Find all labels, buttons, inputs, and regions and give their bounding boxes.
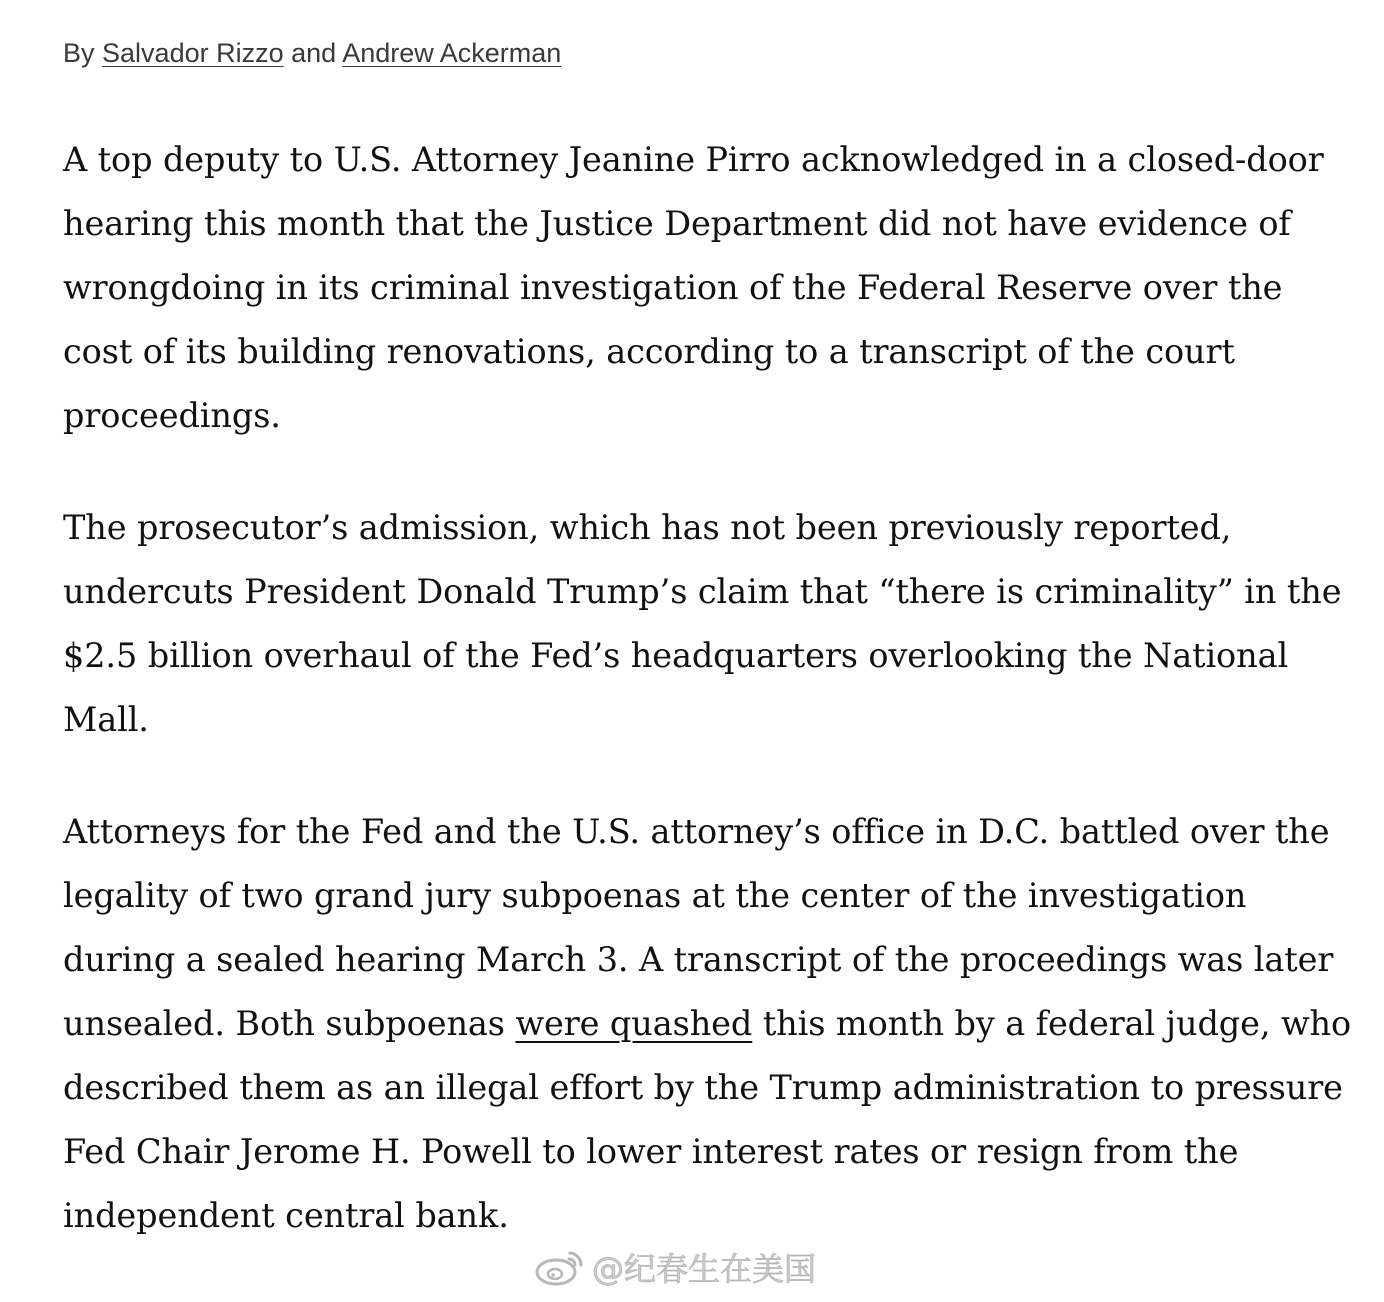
paragraph-3 <box>63 800 1353 1248</box>
byline-conjunction: and <box>291 38 337 68</box>
were-quashed-link[interactable]: were quashed <box>515 1004 753 1043</box>
article-body <box>63 30 1353 1248</box>
byline-prefix: By <box>63 38 95 68</box>
paragraph-1: A top deputy to U.S. Attorney Jeanine Pirro acknowledged in a closed-door hearing this month that the Justice Department did not have evidence of wrongdoing in its criminal investigation of the Federal Reserve over the cost of its building renovations, according to a transcript of the court proceedings. <box>63 140 1324 435</box>
paragraph-3-text-before: Attorneys for the Fed and the U.S. attorney’s office in D.C. battled over the legality of two grand jury subpoenas at the center of the investigation during a sealed hearing March 3. A transcript of the proceedings was later unsealed. Both subpoenas <box>63 812 1334 1043</box>
watermark-text: @纪春生在美国 <box>592 1250 817 1288</box>
weibo-watermark <box>534 1244 816 1290</box>
author-link-andrew-ackerman[interactable]: Andrew Ackerman <box>342 38 562 68</box>
paragraph-2: The prosecutor’s admission, which has not been previously reported, undercuts President Donald Trump’s claim that “there is criminality” in the $2.5 billion overhaul of the Fed’s headquarters overlooking the National Mall. <box>63 508 1342 739</box>
byline <box>63 30 1353 76</box>
author-link-salvador-rizzo[interactable]: Salvador Rizzo <box>102 38 284 68</box>
paragraph-3-text-after: this month by a federal judge, who described them as an illegal effort by the Trump administration to pressure Fed Chair Jerome H. Powell to lower interest rates or resign from the independent central bank. <box>63 1004 1352 1235</box>
weibo-logo-icon <box>534 1247 586 1287</box>
